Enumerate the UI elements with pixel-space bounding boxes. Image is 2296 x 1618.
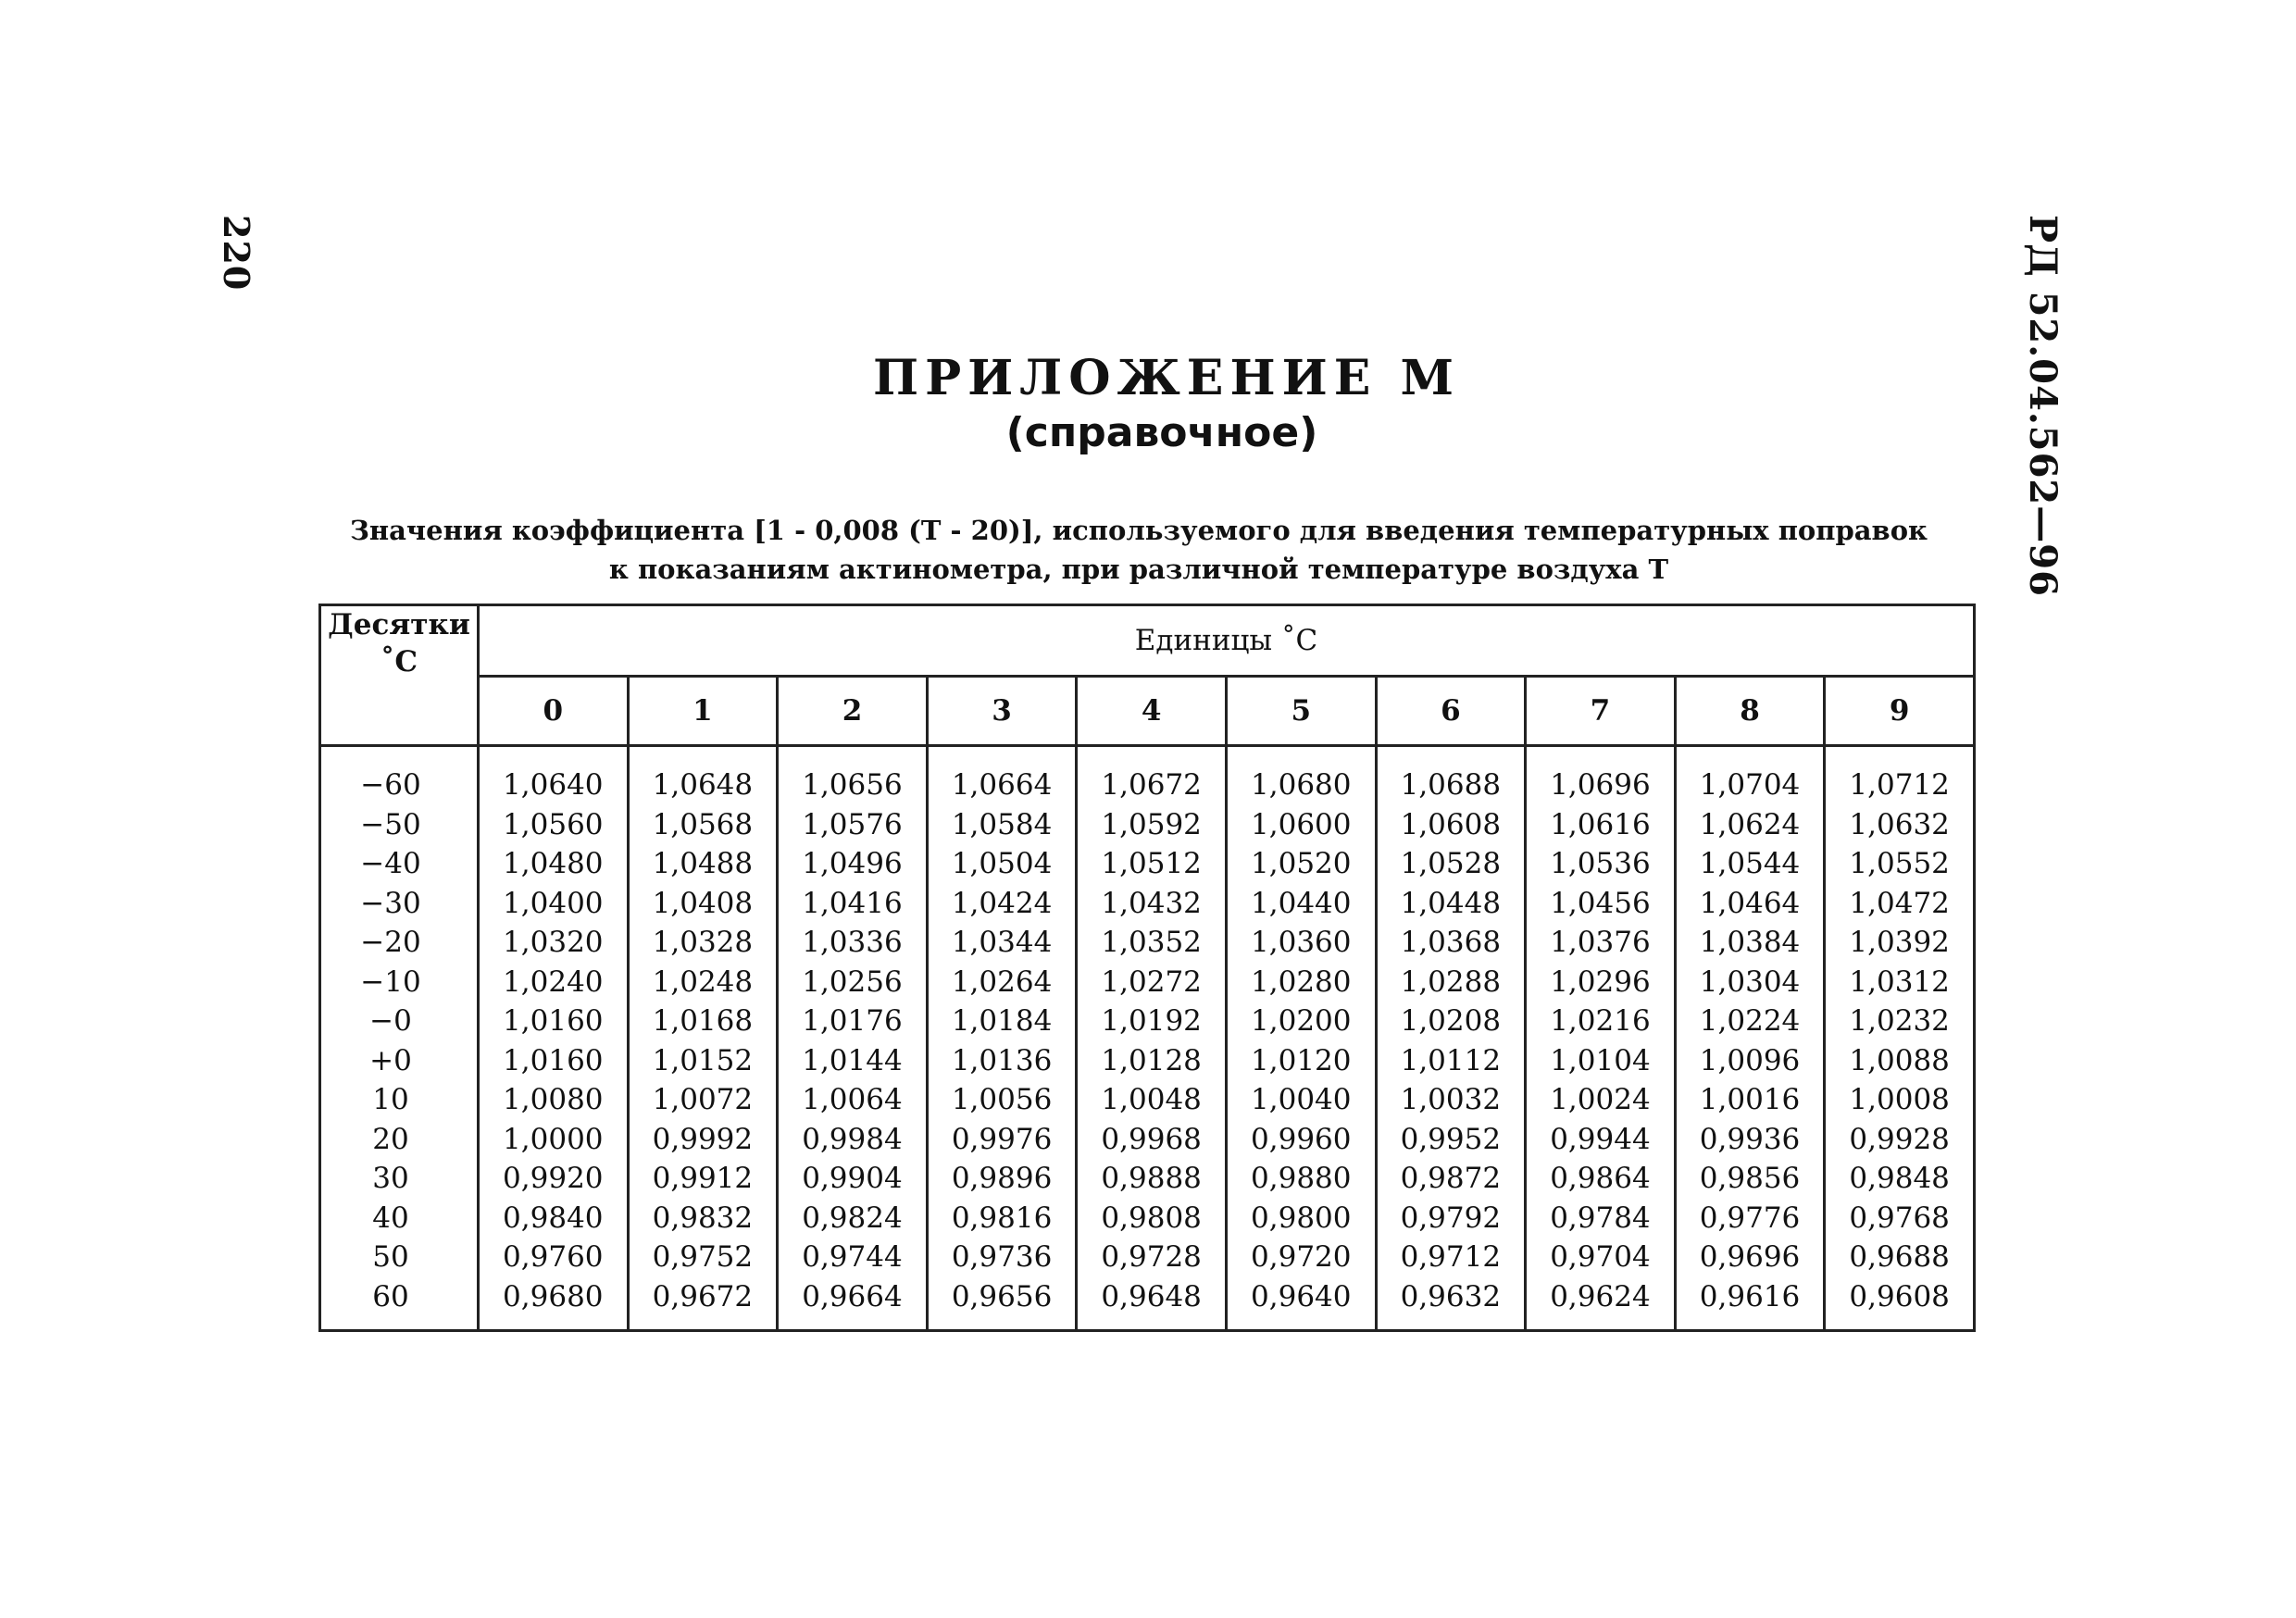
table-body bbox=[320, 746, 1975, 1331]
table-cell: 0,9784 bbox=[1526, 1199, 1676, 1238]
table-cell: 1,0336 bbox=[778, 923, 928, 963]
document-code: РД 52.04.562—96 bbox=[2021, 215, 2065, 597]
table-cell: 1,0504 bbox=[927, 844, 1077, 884]
table-cell: 1,0688 bbox=[1376, 746, 1526, 805]
table-cell: 0,9640 bbox=[1226, 1277, 1376, 1331]
table-cell: 0,9688 bbox=[1825, 1238, 1975, 1277]
table-cell: 1,0072 bbox=[628, 1080, 778, 1120]
table-cell: 1,0456 bbox=[1526, 884, 1676, 924]
caption-line-1: Значения коэффициента [1 - 0,008 (T - 20)], используемого для введения температурных поправок bbox=[349, 515, 1928, 546]
digit-header-4: 4 bbox=[1077, 677, 1227, 746]
table-cell: 1,0280 bbox=[1226, 963, 1376, 1002]
table-cell: 1,0624 bbox=[1675, 805, 1825, 845]
table-cell: 1,0696 bbox=[1526, 746, 1676, 805]
table-cell: 1,0128 bbox=[1077, 1041, 1227, 1081]
table-cell: 1,0512 bbox=[1077, 844, 1227, 884]
table-cell: 1,0208 bbox=[1376, 1002, 1526, 1041]
table-cell: 1,0024 bbox=[1526, 1080, 1676, 1120]
units-header: Единицы ˚С bbox=[479, 605, 1975, 677]
table-cell: 1,0656 bbox=[778, 746, 928, 805]
table-cell: 0,9840 bbox=[479, 1199, 629, 1238]
table-cell: 1,0096 bbox=[1675, 1041, 1825, 1081]
table-cell: 1,0496 bbox=[778, 844, 928, 884]
table-cell: 1,0032 bbox=[1376, 1080, 1526, 1120]
caption-line-2: к показаниям актинометра, при различной температуре воздуха T bbox=[608, 554, 1669, 585]
table-cell: 1,0384 bbox=[1675, 923, 1825, 963]
table-cell: 0,9864 bbox=[1526, 1159, 1676, 1199]
table-cell: 0,9824 bbox=[778, 1199, 928, 1238]
table-cell: 1,0248 bbox=[628, 963, 778, 1002]
table-row bbox=[320, 1277, 1975, 1331]
table-row bbox=[320, 1080, 1975, 1120]
table-cell: 1,0640 bbox=[479, 746, 629, 805]
table-cell: 1,0616 bbox=[1526, 805, 1676, 845]
table-cell: 0,9976 bbox=[927, 1120, 1077, 1160]
table-cell: 0,9848 bbox=[1825, 1159, 1975, 1199]
table-caption bbox=[306, 511, 1972, 589]
appendix-title: ПРИЛОЖЕНИЕ М bbox=[872, 350, 1461, 406]
digit-header-0: 0 bbox=[479, 677, 629, 746]
table-cell: 1,0648 bbox=[628, 746, 778, 805]
row-label: −0 bbox=[320, 1002, 479, 1041]
table-row bbox=[320, 1238, 1975, 1277]
table-cell: 0,9872 bbox=[1376, 1159, 1526, 1199]
table-row bbox=[320, 1041, 1975, 1081]
table-cell: 1,0160 bbox=[479, 1002, 629, 1041]
table-cell: 1,0216 bbox=[1526, 1002, 1676, 1041]
table-cell: 0,9936 bbox=[1675, 1120, 1825, 1160]
header-row-units bbox=[320, 605, 1975, 677]
table-cell: 1,0680 bbox=[1226, 746, 1376, 805]
table-cell: 1,0320 bbox=[479, 923, 629, 963]
row-label: +0 bbox=[320, 1041, 479, 1081]
table-cell: 0,9856 bbox=[1675, 1159, 1825, 1199]
table-cell: 1,0056 bbox=[927, 1080, 1077, 1120]
table-row bbox=[320, 884, 1975, 924]
table-cell: 1,0424 bbox=[927, 884, 1077, 924]
table-row bbox=[320, 1199, 1975, 1238]
table-cell: 1,0256 bbox=[778, 963, 928, 1002]
table-row bbox=[320, 1159, 1975, 1199]
table-cell: 0,9672 bbox=[628, 1277, 778, 1331]
table-cell: 0,9984 bbox=[778, 1120, 928, 1160]
table-cell: 1,0592 bbox=[1077, 805, 1227, 845]
table-cell: 0,9800 bbox=[1226, 1199, 1376, 1238]
table-cell: 0,9776 bbox=[1675, 1199, 1825, 1238]
table-cell: 0,9768 bbox=[1825, 1199, 1975, 1238]
table-cell: 0,9928 bbox=[1825, 1120, 1975, 1160]
table-cell: 1,0704 bbox=[1675, 746, 1825, 805]
table-row bbox=[320, 844, 1975, 884]
table-cell: 1,0184 bbox=[927, 1002, 1077, 1041]
table-cell: 0,9664 bbox=[778, 1277, 928, 1331]
coefficient-table bbox=[318, 604, 1976, 1332]
table-cell: 1,0296 bbox=[1526, 963, 1676, 1002]
digit-header-5: 5 bbox=[1226, 677, 1376, 746]
table-cell: 0,9632 bbox=[1376, 1277, 1526, 1331]
table-cell: 0,9816 bbox=[927, 1199, 1077, 1238]
table-cell: 1,0664 bbox=[927, 746, 1077, 805]
table-cell: 1,0176 bbox=[778, 1002, 928, 1041]
table-cell: 0,9832 bbox=[628, 1199, 778, 1238]
page-number: 220 bbox=[216, 215, 257, 292]
digit-header-8: 8 bbox=[1675, 677, 1825, 746]
table-cell: 0,9880 bbox=[1226, 1159, 1376, 1199]
table-cell: 0,9736 bbox=[927, 1238, 1077, 1277]
table-cell: 1,0552 bbox=[1825, 844, 1975, 884]
table-row bbox=[320, 805, 1975, 845]
table-cell: 0,9792 bbox=[1376, 1199, 1526, 1238]
digit-header-3: 3 bbox=[927, 677, 1077, 746]
table-cell: 1,0528 bbox=[1376, 844, 1526, 884]
table-cell: 0,9808 bbox=[1077, 1199, 1227, 1238]
table-cell: 1,0192 bbox=[1077, 1002, 1227, 1041]
table-cell: 1,0520 bbox=[1226, 844, 1376, 884]
digit-header-6: 6 bbox=[1376, 677, 1526, 746]
table-cell: 1,0008 bbox=[1825, 1080, 1975, 1120]
table-cell: 1,0416 bbox=[778, 884, 928, 924]
table-cell: 1,0448 bbox=[1376, 884, 1526, 924]
table-cell: 1,0576 bbox=[778, 805, 928, 845]
table-cell: 1,0400 bbox=[479, 884, 629, 924]
row-label: 30 bbox=[320, 1159, 479, 1199]
table-cell: 1,0240 bbox=[479, 963, 629, 1002]
row-label: −60 bbox=[320, 746, 479, 805]
table-cell: 1,0536 bbox=[1526, 844, 1676, 884]
table-cell: 1,0104 bbox=[1526, 1041, 1676, 1081]
table-cell: 1,0568 bbox=[628, 805, 778, 845]
table-cell: 0,9920 bbox=[479, 1159, 629, 1199]
table-cell: 0,9752 bbox=[628, 1238, 778, 1277]
digit-header-7: 7 bbox=[1526, 677, 1676, 746]
table-cell: 1,0000 bbox=[479, 1120, 629, 1160]
digit-header-9: 9 bbox=[1825, 677, 1975, 746]
row-label: 10 bbox=[320, 1080, 479, 1120]
table-cell: 1,0608 bbox=[1376, 805, 1526, 845]
table-cell: 0,9904 bbox=[778, 1159, 928, 1199]
table-cell: 1,0136 bbox=[927, 1041, 1077, 1081]
table-cell: 0,9944 bbox=[1526, 1120, 1676, 1160]
table-cell: 1,0480 bbox=[479, 844, 629, 884]
table-cell: 1,0392 bbox=[1825, 923, 1975, 963]
table-cell: 1,0200 bbox=[1226, 1002, 1376, 1041]
table-cell: 0,9656 bbox=[927, 1277, 1077, 1331]
table-cell: 0,9616 bbox=[1675, 1277, 1825, 1331]
row-label: 20 bbox=[320, 1120, 479, 1160]
table-cell: 1,0160 bbox=[479, 1041, 629, 1081]
table-row bbox=[320, 963, 1975, 1002]
table-cell: 1,0144 bbox=[778, 1041, 928, 1081]
table-cell: 1,0312 bbox=[1825, 963, 1975, 1002]
table-cell: 1,0360 bbox=[1226, 923, 1376, 963]
table-cell: 1,0352 bbox=[1077, 923, 1227, 963]
table-cell: 1,0488 bbox=[628, 844, 778, 884]
table-cell: 1,0328 bbox=[628, 923, 778, 963]
table-cell: 1,0544 bbox=[1675, 844, 1825, 884]
table-cell: 1,0288 bbox=[1376, 963, 1526, 1002]
row-label: −30 bbox=[320, 884, 479, 924]
table-cell: 0,9968 bbox=[1077, 1120, 1227, 1160]
row-label: 60 bbox=[320, 1277, 479, 1331]
table-cell: 1,0272 bbox=[1077, 963, 1227, 1002]
row-label: −10 bbox=[320, 963, 479, 1002]
table-cell: 1,0264 bbox=[927, 963, 1077, 1002]
table-cell: 1,0064 bbox=[778, 1080, 928, 1120]
table-cell: 0,9760 bbox=[479, 1238, 629, 1277]
table-cell: 0,9608 bbox=[1825, 1277, 1975, 1331]
table-row bbox=[320, 1120, 1975, 1160]
digit-header-1: 1 bbox=[628, 677, 778, 746]
table-cell: 1,0712 bbox=[1825, 746, 1975, 805]
table-cell: 0,9680 bbox=[479, 1277, 629, 1331]
table-cell: 0,9992 bbox=[628, 1120, 778, 1160]
row-label: 40 bbox=[320, 1199, 479, 1238]
table-cell: 1,0432 bbox=[1077, 884, 1227, 924]
table-cell: 0,9624 bbox=[1526, 1277, 1676, 1331]
row-label: 50 bbox=[320, 1238, 479, 1277]
table-cell: 0,9696 bbox=[1675, 1238, 1825, 1277]
table-cell: 1,0224 bbox=[1675, 1002, 1825, 1041]
table-cell: 1,0344 bbox=[927, 923, 1077, 963]
table-cell: 1,0152 bbox=[628, 1041, 778, 1081]
table-cell: 1,0112 bbox=[1376, 1041, 1526, 1081]
table-cell: 1,0040 bbox=[1226, 1080, 1376, 1120]
table-cell: 1,0168 bbox=[628, 1002, 778, 1041]
table-cell: 1,0472 bbox=[1825, 884, 1975, 924]
row-label: −20 bbox=[320, 923, 479, 963]
table-row bbox=[320, 923, 1975, 963]
table-cell: 0,9704 bbox=[1526, 1238, 1676, 1277]
header-row-digits bbox=[320, 677, 1975, 746]
appendix-subtitle: (справочное) bbox=[1005, 409, 1318, 456]
table-cell: 1,0584 bbox=[927, 805, 1077, 845]
table-cell: 1,0560 bbox=[479, 805, 629, 845]
table-cell: 1,0048 bbox=[1077, 1080, 1227, 1120]
table-cell: 1,0600 bbox=[1226, 805, 1376, 845]
table-cell: 1,0368 bbox=[1376, 923, 1526, 963]
table-cell: 1,0408 bbox=[628, 884, 778, 924]
table-cell: 0,9728 bbox=[1077, 1238, 1227, 1277]
table-cell: 1,0440 bbox=[1226, 884, 1376, 924]
row-label: −50 bbox=[320, 805, 479, 845]
table-cell: 0,9952 bbox=[1376, 1120, 1526, 1160]
table-cell: 1,0464 bbox=[1675, 884, 1825, 924]
table-cell: 0,9744 bbox=[778, 1238, 928, 1277]
table-row bbox=[320, 1002, 1975, 1041]
tens-header: Десятки ˚С bbox=[320, 605, 479, 746]
table-cell: 0,9960 bbox=[1226, 1120, 1376, 1160]
table-cell: 1,0304 bbox=[1675, 963, 1825, 1002]
table-cell: 1,0376 bbox=[1526, 923, 1676, 963]
table-cell: 1,0016 bbox=[1675, 1080, 1825, 1120]
table-cell: 0,9648 bbox=[1077, 1277, 1227, 1331]
table-cell: 1,0080 bbox=[479, 1080, 629, 1120]
table-cell: 0,9912 bbox=[628, 1159, 778, 1199]
table-cell: 0,9712 bbox=[1376, 1238, 1526, 1277]
digit-header-2: 2 bbox=[778, 677, 928, 746]
table-cell: 1,0632 bbox=[1825, 805, 1975, 845]
row-label: −40 bbox=[320, 844, 479, 884]
table-cell: 0,9888 bbox=[1077, 1159, 1227, 1199]
table-cell: 0,9720 bbox=[1226, 1238, 1376, 1277]
table-cell: 1,0672 bbox=[1077, 746, 1227, 805]
table-cell: 1,0088 bbox=[1825, 1041, 1975, 1081]
table-cell: 0,9896 bbox=[927, 1159, 1077, 1199]
table-cell: 1,0120 bbox=[1226, 1041, 1376, 1081]
table-cell: 1,0232 bbox=[1825, 1002, 1975, 1041]
table-row bbox=[320, 746, 1975, 805]
